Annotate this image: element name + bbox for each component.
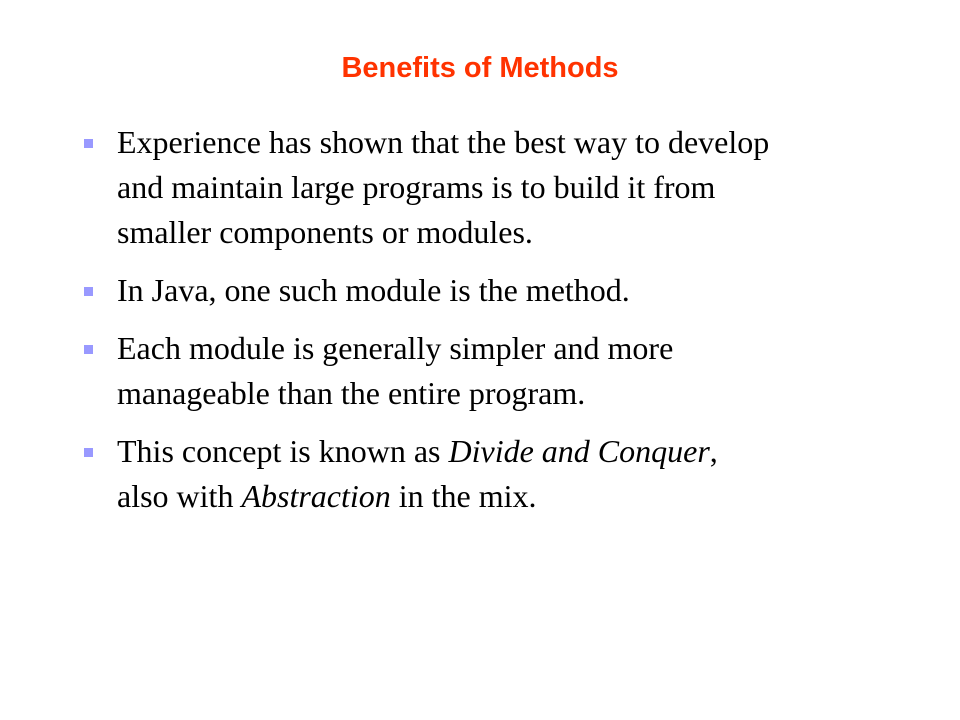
text-run: in the mix. xyxy=(390,478,537,514)
bullet-line xyxy=(117,165,960,210)
square-bullet-icon xyxy=(84,345,93,354)
bullet-item xyxy=(0,120,960,255)
bullet-line xyxy=(117,268,960,313)
square-bullet-icon xyxy=(84,139,93,148)
text-run: and maintain large programs is to build it from xyxy=(117,169,716,205)
bullet-item xyxy=(0,429,960,519)
text-run: , xyxy=(709,433,718,469)
emphasis-text: Divide and Conquer xyxy=(448,433,710,469)
bullet-line xyxy=(117,120,960,165)
text-run: This concept is known as xyxy=(117,433,449,469)
bullet-text xyxy=(117,120,960,255)
bullet-line xyxy=(117,429,960,474)
bullet-line xyxy=(117,326,960,371)
bullet-line xyxy=(117,371,960,416)
square-bullet-icon xyxy=(84,287,93,296)
bullet-line xyxy=(117,474,960,519)
bullet-list xyxy=(0,120,960,519)
text-run: Each module is generally simpler and more xyxy=(117,330,674,366)
text-run: manageable than the entire program. xyxy=(117,375,586,411)
text-run: smaller components or modules. xyxy=(117,214,533,250)
bullet-text xyxy=(117,326,960,416)
square-bullet-icon xyxy=(84,448,93,457)
text-run: also with xyxy=(117,478,242,514)
bullet-text xyxy=(117,268,960,313)
slide-title: Benefits of Methods xyxy=(341,52,619,84)
bullet-item xyxy=(0,326,960,416)
emphasis-text: Abstraction xyxy=(241,478,391,514)
text-run: In Java, one such module is the method. xyxy=(117,272,630,308)
text-run: Experience has shown that the best way to develop xyxy=(117,124,770,160)
bullet-text xyxy=(117,429,960,519)
bullet-line xyxy=(117,210,960,255)
bullet-item xyxy=(0,268,960,313)
